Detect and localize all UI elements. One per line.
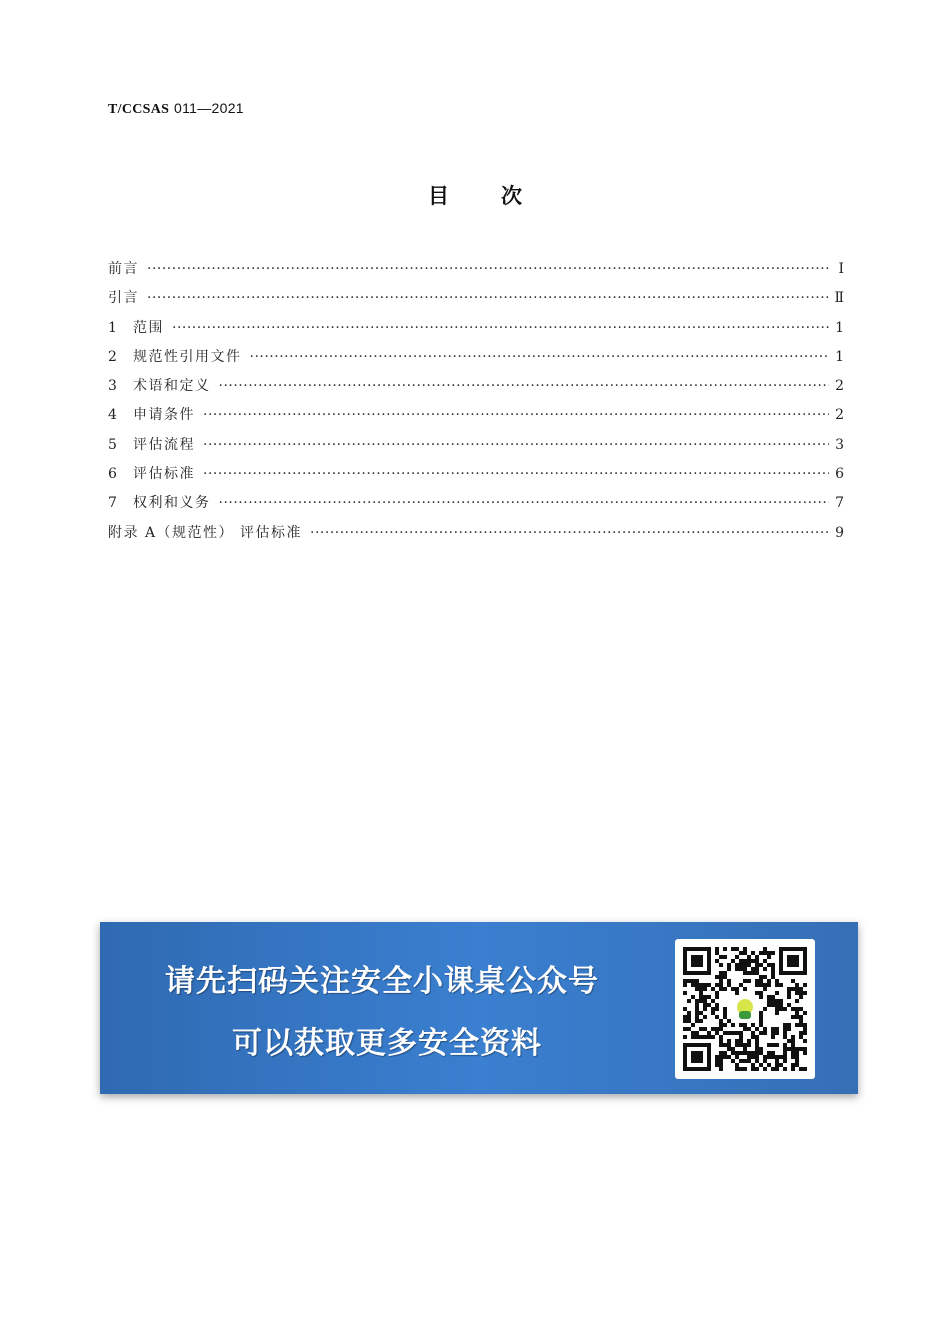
toc-entry-label: 规范性引用文件	[133, 348, 242, 365]
toc-entry-number: 3	[108, 378, 117, 395]
toc-entry-number: 2	[108, 348, 117, 365]
toc-entry[interactable]	[108, 375, 844, 404]
toc-entry-label: 附录 A（规范性） 评估标准	[108, 524, 303, 541]
toc-entry-page: 1	[835, 319, 844, 336]
toc-entry-page: 2	[835, 407, 844, 424]
toc-entry-page: 2	[835, 378, 844, 395]
toc-entry[interactable]	[108, 463, 844, 492]
toc-leader-dots	[203, 466, 829, 482]
toc-entry[interactable]	[108, 346, 844, 375]
toc-entry-page: 1	[835, 348, 844, 365]
toc-leader-dots	[147, 290, 828, 306]
toc-entry[interactable]	[108, 317, 844, 346]
toc-entry-number: 6	[108, 466, 117, 483]
banner-line-1: 请先扫码关注安全小课桌公众号	[165, 964, 599, 999]
toc-entry[interactable]	[108, 287, 844, 316]
toc-entry-number: 4	[108, 407, 117, 424]
promo-banner[interactable]	[100, 922, 858, 1094]
toc-entry-label: 引言	[108, 290, 139, 307]
toc-leader-dots	[203, 437, 829, 453]
toc-title: 目次	[428, 184, 574, 208]
toc-entry-label: 评估标准	[133, 466, 195, 483]
standard-code	[108, 100, 244, 118]
toc-entry-page: 6	[835, 466, 844, 483]
toc-entry-number: 5	[108, 436, 117, 453]
toc-leader-dots	[147, 261, 830, 277]
standard-number: 011—2021	[174, 100, 244, 116]
toc-entry[interactable]	[108, 522, 844, 551]
toc-leader-dots	[250, 349, 830, 365]
toc-entry[interactable]	[108, 258, 844, 287]
table-of-contents	[108, 258, 844, 551]
toc-entry-label: 权利和义务	[133, 495, 211, 512]
toc-entry-number: 7	[108, 495, 117, 512]
toc-entry-page: 9	[835, 524, 844, 541]
toc-entry-number: 1	[108, 319, 117, 336]
toc-leader-dots	[219, 378, 830, 394]
toc-leader-dots	[310, 525, 829, 541]
qr-code-graphic	[683, 947, 807, 1071]
toc-entry-label: 申请条件	[133, 407, 195, 424]
standard-prefix: T/CCSAS	[108, 102, 170, 117]
toc-leader-dots	[219, 495, 830, 511]
toc-entry-page: 7	[835, 495, 844, 512]
toc-entry-label: 前言	[108, 261, 139, 277]
toc-entry[interactable]	[108, 434, 844, 463]
toc-entry-page: Ⅱ	[834, 290, 844, 307]
toc-entry-page: 3	[835, 436, 844, 453]
toc-leader-dots	[172, 320, 829, 336]
toc-entry[interactable]	[108, 404, 844, 433]
banner-line-2: 可以获取更多安全资料	[232, 1026, 542, 1061]
toc-entry-page: Ⅰ	[838, 261, 844, 277]
toc-leader-dots	[203, 407, 829, 423]
toc-entry-label: 评估流程	[133, 436, 195, 453]
toc-entry[interactable]	[108, 492, 844, 521]
toc-entry-label: 范围	[133, 319, 164, 336]
qr-code-icon[interactable]	[675, 939, 815, 1079]
toc-entry-label: 术语和定义	[133, 378, 211, 395]
